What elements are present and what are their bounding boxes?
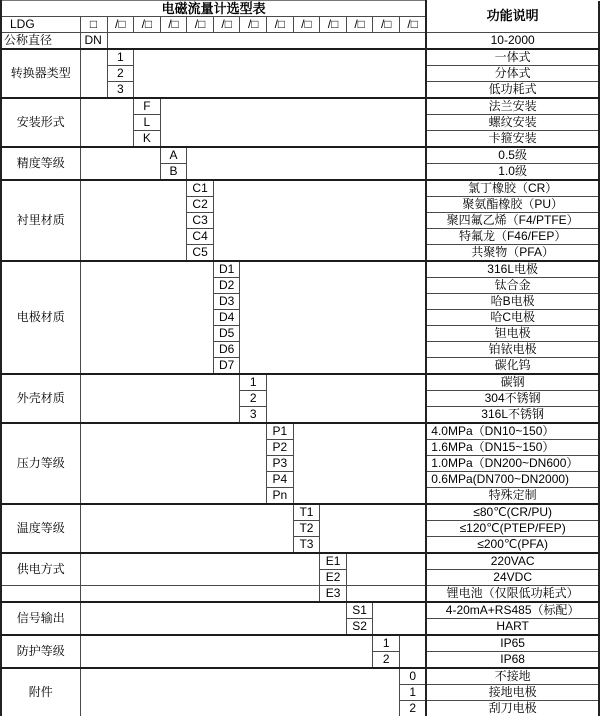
empty-cell [80,147,160,180]
desc-cell: 刮刀电极 [426,701,599,716]
desc-cell: 聚氨酯橡胶（PU） [426,197,599,213]
code-cell: L [134,115,161,131]
desc-cell: IP65 [426,635,599,652]
model-slot-box: /□ [346,17,373,33]
code-cell: D5 [213,326,240,342]
desc-cell: 聚四氟乙烯（F4/PTFE） [426,213,599,229]
empty-cell [400,635,427,668]
code-cell: 3 [107,82,134,99]
code-cell: 1 [400,685,427,701]
empty-cell [160,98,426,147]
section-label: 附件 [1,668,80,716]
empty-cell [80,668,400,716]
code-cell: DN [80,33,107,50]
section-label: 防护等级 [1,635,80,668]
section-signal-output [1,602,599,619]
section-lining [1,180,599,197]
code-cell: E1 [320,553,347,570]
code-cell: E2 [320,570,347,586]
code-cell: T3 [293,537,320,554]
desc-cell: 316L不锈钢 [426,407,599,424]
desc-cell: 0.5级 [426,147,599,164]
empty-cell [80,504,293,553]
desc-cell: 0.6MPa(DN700~DN2000) [426,472,599,488]
code-cell: B [160,164,187,181]
code-cell: C3 [187,213,214,229]
model-slot-box: /□ [134,17,161,33]
model-slot-box: /□ [107,17,134,33]
code-cell: A [160,147,187,164]
page-title: 电磁流量计选型表 [1,1,426,17]
desc-cell: 氯丁橡胶（CR） [426,180,599,197]
desc-cell: 316L电极 [426,261,599,278]
empty-cell [267,374,427,423]
desc-cell: 一体式 [426,49,599,66]
section-temperature [1,504,599,521]
model-dn-box: □ [80,17,107,33]
model-slot-box: /□ [373,17,400,33]
section-dn [1,33,599,50]
section-label: 精度等级 [1,147,80,180]
model-slot-box: /□ [400,17,427,33]
desc-cell: 4.0MPa（DN10~150） [426,423,599,440]
code-cell: E3 [320,586,347,603]
section-power-supply [1,553,599,570]
empty-cell [107,33,426,50]
empty-cell [80,553,320,586]
desc-cell: 分体式 [426,66,599,82]
section-label: 电极材质 [1,261,80,374]
model-slot-box: /□ [213,17,240,33]
empty-cell [80,423,267,504]
code-cell: P3 [267,456,294,472]
desc-cell: 哈C电极 [426,310,599,326]
desc-cell: ≤120℃(PTEP/FEP) [426,521,599,537]
code-cell: P4 [267,472,294,488]
code-cell: C2 [187,197,214,213]
section-label: 公称直径 [1,33,80,50]
section-label: 外壳材质 [1,374,80,423]
code-cell: F [134,98,161,115]
empty-cell [213,180,426,261]
empty-cell [80,180,187,261]
empty-cell [293,423,426,504]
section-label: 温度等级 [1,504,80,553]
desc-cell: 10-2000 [426,33,599,50]
section-power-supply-e3 [1,586,599,603]
section-installation [1,98,599,115]
desc-cell: 钽电极 [426,326,599,342]
desc-cell: 钛合金 [426,278,599,294]
model-slot-box: /□ [160,17,187,33]
code-cell: 1 [373,635,400,652]
code-cell: D2 [213,278,240,294]
code-cell: C5 [187,245,214,262]
desc-cell: 4-20mA+RS485（标配） [426,602,599,619]
empty-cell [80,98,134,147]
section-housing [1,374,599,391]
code-cell: D1 [213,261,240,278]
empty-cell [80,602,346,635]
empty-cell [80,261,213,374]
empty-cell [346,586,426,603]
code-cell: Pn [267,488,294,505]
code-cell: 2 [107,66,134,82]
empty-cell [80,49,107,98]
code-cell: S2 [346,619,373,636]
empty-cell [80,374,240,423]
code-cell: D3 [213,294,240,310]
empty-cell [187,147,427,180]
desc-cell: 哈B电极 [426,294,599,310]
empty-cell [240,261,426,374]
code-cell: 1 [107,49,134,66]
code-cell: 1 [240,374,267,391]
section-label: 供电方式 [1,553,80,586]
code-cell: D4 [213,310,240,326]
desc-cell: ≤200℃(PFA) [426,537,599,554]
desc-cell: 304不锈钢 [426,391,599,407]
desc-cell: 低功耗式 [426,82,599,99]
code-cell: D6 [213,342,240,358]
code-cell: 2 [400,701,427,716]
function-col-header: 功能说明 [426,1,599,33]
desc-cell: 接地电极 [426,685,599,701]
empty-cell [346,553,426,586]
section-protection [1,635,599,652]
model-slot-box: /□ [267,17,294,33]
section-label: 安装形式 [1,98,80,147]
section-accuracy [1,147,599,164]
code-cell: T2 [293,521,320,537]
desc-cell: 特氟龙（F46/FEP） [426,229,599,245]
desc-cell: HART [426,619,599,636]
desc-cell: 特殊定制 [426,488,599,505]
section-electrode [1,261,599,278]
empty-cell [80,635,373,668]
model-slot-box: /□ [187,17,214,33]
section-label: 信号输出 [1,602,80,635]
section-label: 转换器类型 [1,49,80,98]
desc-cell: 1.6MPa（DN15~150） [426,440,599,456]
code-cell: 2 [373,652,400,669]
empty-cell [373,602,426,635]
section-label: 衬里材质 [1,180,80,261]
desc-cell: 1.0级 [426,164,599,181]
code-cell: P2 [267,440,294,456]
section-converter-type [1,49,599,66]
section-label: 压力等级 [1,423,80,504]
section-pressure [1,423,599,440]
code-cell: C4 [187,229,214,245]
code-cell: 0 [400,668,427,685]
code-cell: C1 [187,180,214,197]
desc-cell: 不接地 [426,668,599,685]
desc-cell: 24VDC [426,570,599,586]
model-slot-box: /□ [240,17,267,33]
desc-cell: IP68 [426,652,599,669]
code-cell: T1 [293,504,320,521]
desc-cell: 1.0MPa（DN200~DN600） [426,456,599,472]
desc-cell: ≤80℃(CR/PU) [426,504,599,521]
model-slot-box: /□ [293,17,320,33]
empty-label-cell [1,586,80,603]
empty-cell [80,586,320,603]
desc-cell: 锂电池（仅限低功耗式） [426,586,599,603]
desc-cell: 碳化钨 [426,358,599,375]
desc-cell: 碳钢 [426,374,599,391]
code-cell: P1 [267,423,294,440]
desc-cell: 共聚物（PFA） [426,245,599,262]
code-cell: S1 [346,602,373,619]
desc-cell: 螺纹安装 [426,115,599,131]
model-slot-box: /□ [320,17,347,33]
title-row [1,1,599,17]
empty-cell [134,49,427,98]
code-cell: K [134,131,161,148]
desc-cell: 卡箍安装 [426,131,599,148]
empty-cell [320,504,427,553]
desc-cell: 220VAC [426,553,599,570]
desc-cell: 法兰安装 [426,98,599,115]
code-cell: 2 [240,391,267,407]
desc-cell: 铂铱电极 [426,342,599,358]
code-cell: D7 [213,358,240,375]
section-accessories [1,668,599,685]
code-cell: 3 [240,407,267,424]
model-prefix: LDG [1,17,80,33]
